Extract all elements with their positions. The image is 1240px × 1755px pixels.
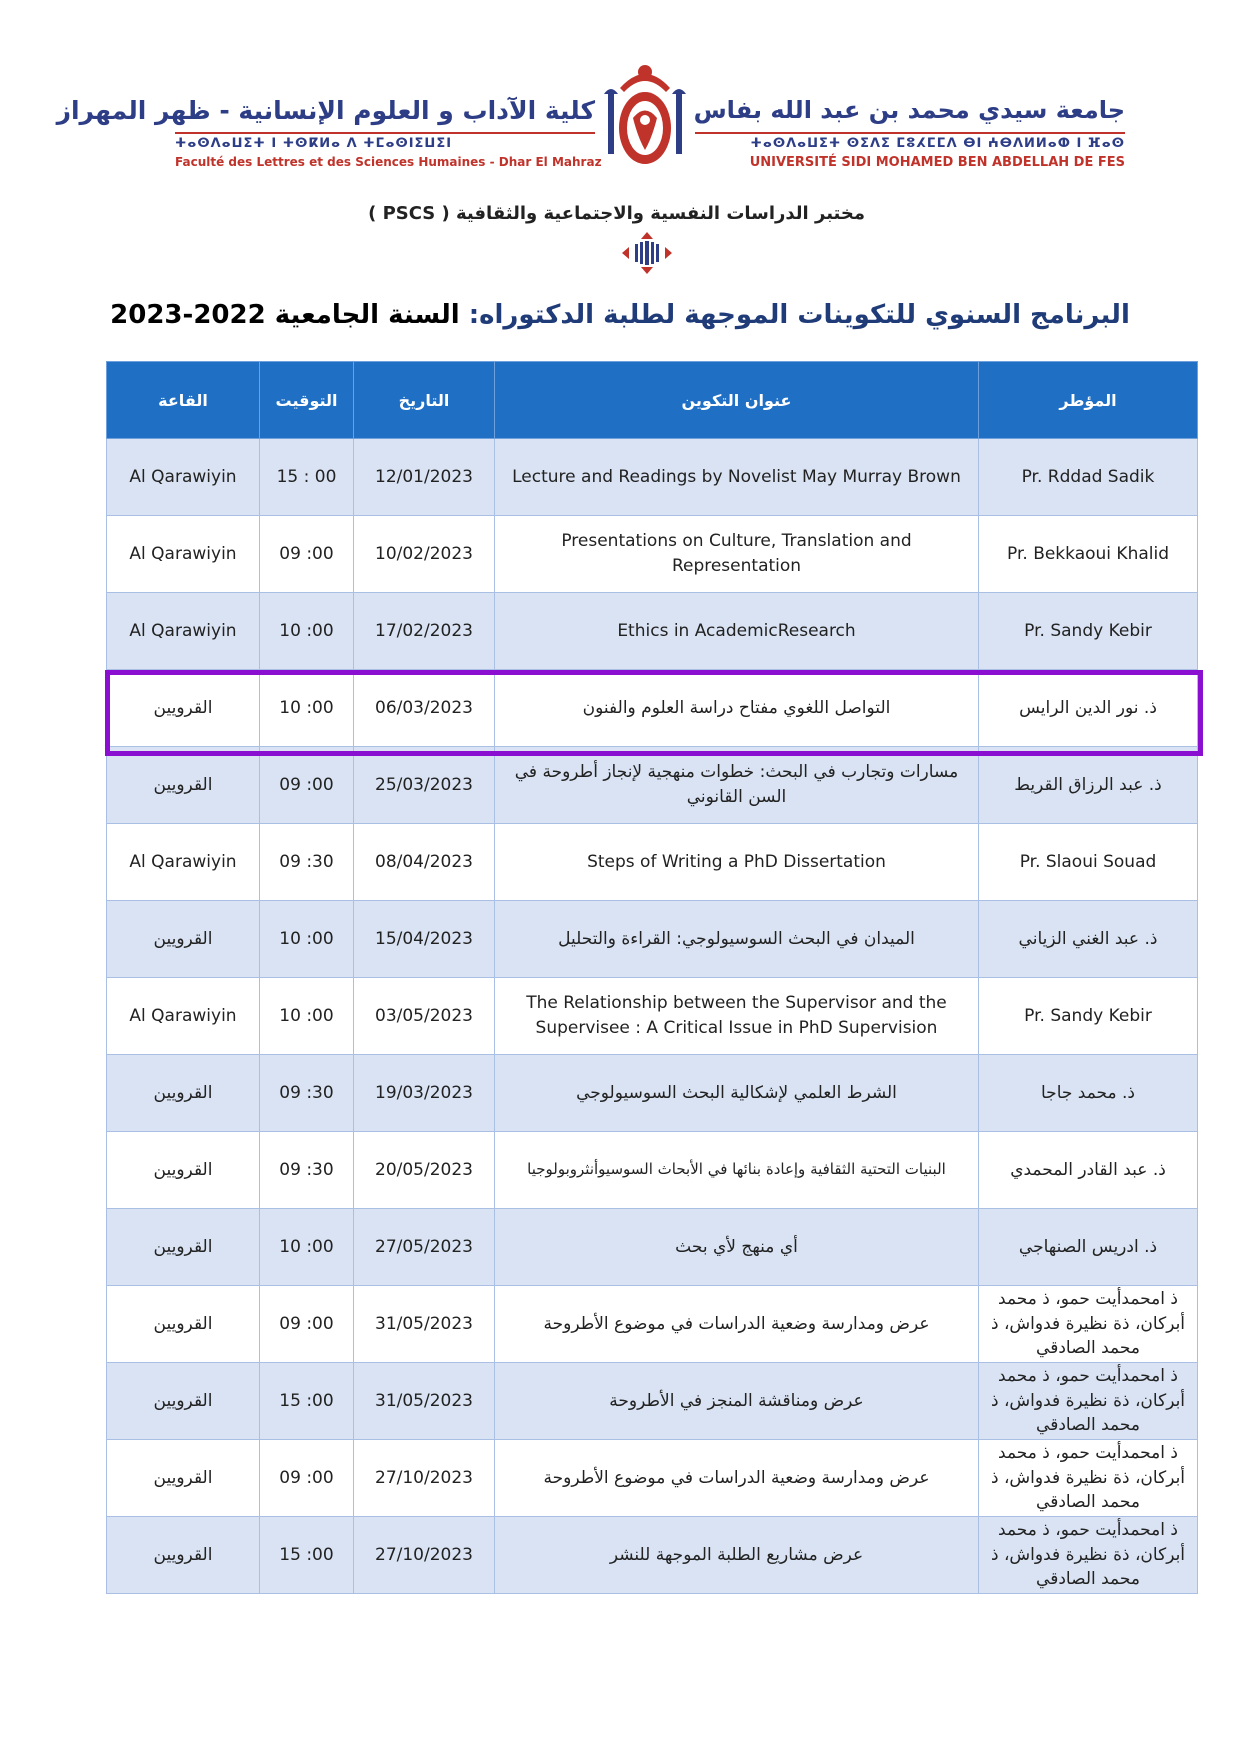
cell-time: 15 :00: [260, 1363, 354, 1440]
university-name-tifinagh: ⵜⴰⵙⴷⴰⵡⵉⵜ ⵙⵉⴷⵉ ⵎⵓⵃⵎⵎⴷ ⴱⵏ ⵄⴱⴷⵍⵍⴰⵀ ⵏ ⴼⴰⵙ: [750, 136, 1125, 151]
column-header-date: التاريخ: [354, 362, 495, 439]
cell-room: القرويين: [107, 747, 260, 824]
cell-presenter: ذ. نور الدين الرايس: [979, 670, 1198, 747]
column-header-presenter: المؤطر: [979, 362, 1198, 439]
cell-time: 09 :00: [260, 1440, 354, 1517]
cell-time: 09 :30: [260, 1132, 354, 1209]
cell-topic: عرض ومناقشة المنجز في الأطروحة: [495, 1363, 979, 1440]
cell-time: 10 :00: [260, 670, 354, 747]
cell-presenter: ذ امحمدأيت حمو، ذ محمد أبركان، ذة نظيرة فدواش، ذ محمد الصادقي: [979, 1440, 1198, 1517]
cell-date: 27/05/2023: [354, 1209, 495, 1286]
cell-date: 27/10/2023: [354, 1517, 495, 1594]
cell-time: 15 :00: [260, 1517, 354, 1594]
cell-topic: Presentations on Culture, Translation and Representation: [495, 516, 979, 593]
table-row: [107, 824, 1198, 901]
cell-room: Al Qarawiyin: [107, 824, 260, 901]
cell-date: 12/01/2023: [354, 439, 495, 516]
cell-date: 19/03/2023: [354, 1055, 495, 1132]
table-row: [107, 593, 1198, 670]
cell-room: Al Qarawiyin: [107, 593, 260, 670]
table-row: [107, 747, 1198, 824]
university-emblem-icon: [600, 58, 690, 178]
cell-date: 27/10/2023: [354, 1440, 495, 1517]
cell-room: Al Qarawiyin: [107, 516, 260, 593]
cell-presenter: Pr. Bekkaoui Khalid: [979, 516, 1198, 593]
cell-room: Al Qarawiyin: [107, 978, 260, 1055]
institution-header: [56, 58, 1125, 178]
cell-time: 09 :30: [260, 824, 354, 901]
lab-logo-icon: [622, 232, 672, 274]
cell-date: 20/05/2023: [354, 1132, 495, 1209]
cell-date: 17/02/2023: [354, 593, 495, 670]
cell-topic: التواصل اللغوي مفتاح دراسة العلوم والفنون: [495, 670, 979, 747]
cell-topic: Ethics in AcademicResearch: [495, 593, 979, 670]
table-row-highlighted: [107, 670, 1198, 747]
cell-presenter: ذ. ادريس الصنهاجي: [979, 1209, 1198, 1286]
column-header-time: التوقيت: [260, 362, 354, 439]
cell-time: 10 :00: [260, 1209, 354, 1286]
cell-topic: Steps of Writing a PhD Dissertation: [495, 824, 979, 901]
cell-topic: أي منهج لأي بحث: [495, 1209, 979, 1286]
cell-room: القرويين: [107, 1363, 260, 1440]
lab-name: مختبر الدراسات النفسية والاجتماعية والثقافية ( PSCS ): [368, 203, 865, 224]
cell-date: 31/05/2023: [354, 1363, 495, 1440]
cell-room: القرويين: [107, 1440, 260, 1517]
cell-topic: الميدان في البحث السوسيولوجي: القراءة والتحليل: [495, 901, 979, 978]
cell-presenter: ذ امحمدأيت حمو، ذ محمد أبركان، ذة نظيرة فدواش، ذ محمد الصادقي: [979, 1517, 1198, 1594]
cell-topic: The Relationship between the Supervisor and the Supervisee : A Critical Issue in PhD Supervision: [495, 978, 979, 1055]
table-row: [107, 1209, 1198, 1286]
cell-topic: عرض ومدارسة وضعية الدراسات في موضوع الأطروحة: [495, 1440, 979, 1517]
university-name-arabic: جامعة سيدي محمد بن عبد الله بفاس: [693, 96, 1125, 124]
cell-presenter: ذ. محمد جاجا: [979, 1055, 1198, 1132]
cell-time: 15 : 00: [260, 439, 354, 516]
table-row: [107, 1286, 1198, 1363]
page-title-year: السنة الجامعية 2022-2023: [110, 300, 460, 330]
cell-time: 09 :00: [260, 747, 354, 824]
faculty-name-tifinagh: ⵜⴰⵙⴷⴰⵡⵉⵜ ⵏ ⵜⵙⴽⵍⴰ ⴷ ⵜⵎⴰⵙⵏⵉⵡⵉⵏ: [175, 136, 453, 151]
university-name-french: UNIVERSITÉ SIDI MOHAMED BEN ABDELLAH DE FES: [749, 155, 1125, 170]
cell-room: القرويين: [107, 1055, 260, 1132]
cell-date: 25/03/2023: [354, 747, 495, 824]
table-row: [107, 1363, 1198, 1440]
cell-topic: عرض مشاريع الطلبة الموجهة للنشر: [495, 1517, 979, 1594]
cell-room: القرويين: [107, 1286, 260, 1363]
cell-time: 09 :00: [260, 516, 354, 593]
cell-date: 15/04/2023: [354, 901, 495, 978]
table-row: [107, 439, 1198, 516]
cell-topic: Lecture and Readings by Novelist May Murray Brown: [495, 439, 979, 516]
column-header-room: القاعة: [107, 362, 260, 439]
cell-topic: البنيات التحتية الثقافية وإعادة بنائها في الأبحاث السوسيوأنثروبولوجيا: [495, 1132, 979, 1209]
cell-presenter: Pr. Slaoui Souad: [979, 824, 1198, 901]
cell-room: القرويين: [107, 1517, 260, 1594]
faculty-name-arabic: كلية الآداب و العلوم الإنسانية - ظهر المهراز: [56, 96, 595, 125]
cell-room: القرويين: [107, 670, 260, 747]
cell-date: 03/05/2023: [354, 978, 495, 1055]
page-title-main: البرنامج السنوي للتكوينات الموجهة لطلبة الدكتوراه:: [468, 300, 1130, 330]
table-row: [107, 1055, 1198, 1132]
cell-time: 10 :00: [260, 978, 354, 1055]
header-divider: [695, 132, 1125, 134]
cell-time: 10 :00: [260, 593, 354, 670]
cell-room: القرويين: [107, 901, 260, 978]
cell-room: القرويين: [107, 1132, 260, 1209]
cell-presenter: ذ امحمدأيت حمو، ذ محمد أبركان، ذة نظيرة فدواش، ذ محمد الصادقي: [979, 1286, 1198, 1363]
faculty-name-french: Faculté des Lettres et des Sciences Humaines - Dhar El Mahraz: [175, 155, 602, 169]
cell-presenter: Pr. Sandy Kebir: [979, 978, 1198, 1055]
cell-room: Al Qarawiyin: [107, 439, 260, 516]
header-divider: [175, 132, 595, 134]
cell-date: 08/04/2023: [354, 824, 495, 901]
table-header-row: [107, 362, 1198, 439]
training-schedule-table: [106, 361, 1198, 1594]
cell-presenter: Pr. Rddad Sadik: [979, 439, 1198, 516]
table-row: [107, 1517, 1198, 1594]
cell-presenter: ذ. عبد القادر المحمدي: [979, 1132, 1198, 1209]
cell-presenter: ذ امحمدأيت حمو، ذ محمد أبركان، ذة نظيرة فدواش، ذ محمد الصادقي: [979, 1363, 1198, 1440]
cell-presenter: ذ. عبد الرزاق القريط: [979, 747, 1198, 824]
cell-topic: مسارات وتجارب في البحث: خطوات منهجية لإنجاز أطروحة في السن القانوني: [495, 747, 979, 824]
cell-presenter: Pr. Sandy Kebir: [979, 593, 1198, 670]
table-row: [107, 1440, 1198, 1517]
cell-time: 10 :00: [260, 901, 354, 978]
table-row: [107, 978, 1198, 1055]
cell-time: 09 :00: [260, 1286, 354, 1363]
table-row: [107, 1132, 1198, 1209]
table-row: [107, 516, 1198, 593]
column-header-topic: عنوان التكوين: [495, 362, 979, 439]
table-row: [107, 901, 1198, 978]
cell-time: 09 :30: [260, 1055, 354, 1132]
cell-topic: عرض ومدارسة وضعية الدراسات في موضوع الأطروحة: [495, 1286, 979, 1363]
cell-topic: الشرط العلمي لإشكالية البحث السوسيولوجي: [495, 1055, 979, 1132]
cell-date: 10/02/2023: [354, 516, 495, 593]
page-title: [0, 300, 1240, 330]
cell-date: 06/03/2023: [354, 670, 495, 747]
cell-room: القرويين: [107, 1209, 260, 1286]
cell-presenter: ذ. عبد الغني الزياني: [979, 901, 1198, 978]
cell-date: 31/05/2023: [354, 1286, 495, 1363]
